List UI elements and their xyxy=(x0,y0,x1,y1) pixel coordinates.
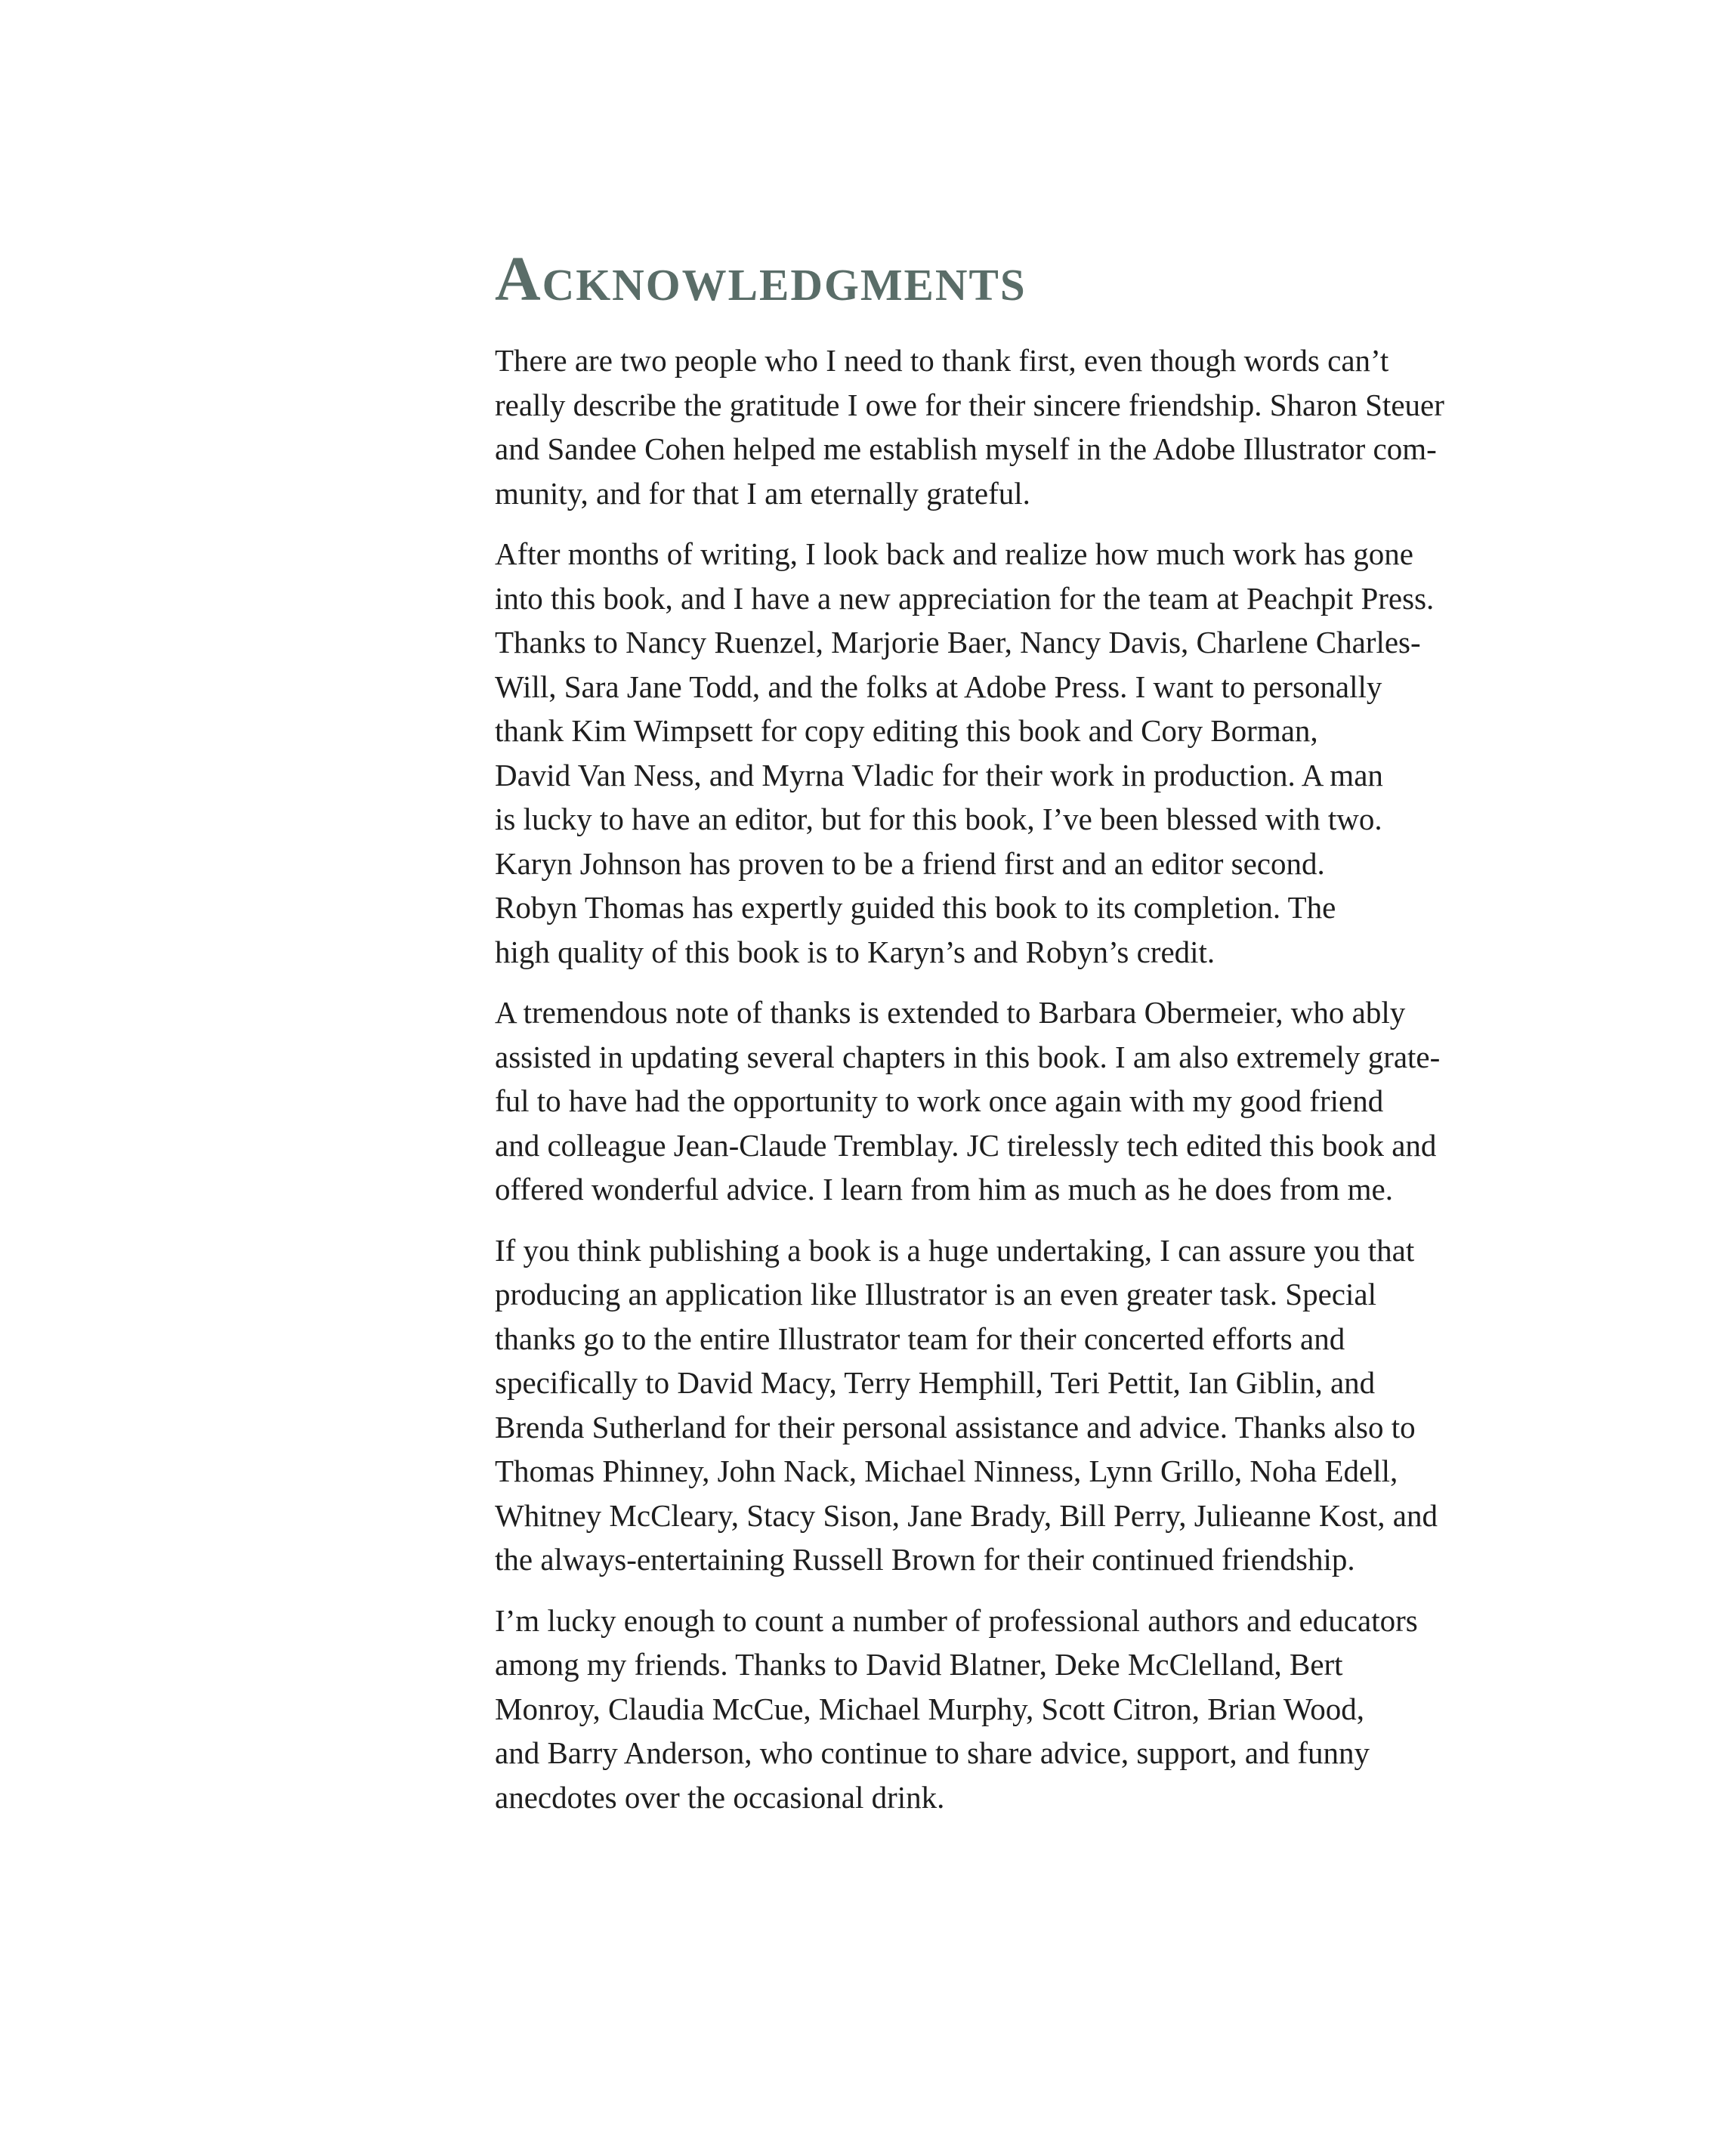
text-line: munity, and for that I am eternally grateful. xyxy=(495,475,1030,511)
text-line: thank Kim Wimpsett for copy editing this book and Cory Borman, xyxy=(495,713,1318,748)
text-line: Thomas Phinney, John Nack, Michael Ninness, Lynn Grillo, Noha Edell, xyxy=(495,1454,1398,1488)
text-line: Karyn Johnson has proven to be a friend first and an editor second. xyxy=(495,845,1325,881)
page-title: Acknowledgments xyxy=(495,244,1027,314)
text-line: A tremendous note of thanks is extended to Barbara Obermeier, who ably xyxy=(495,995,1406,1030)
text-line: Monroy, Claudia McCue, Michael Murphy, Scott Citron, Brian Wood, xyxy=(495,1691,1365,1726)
text-line: and Sandee Cohen helped me establish myself in the Adobe Illustrator com- xyxy=(495,431,1437,466)
text-line: producing an application like Illustrator is an even greater task. Special xyxy=(495,1277,1376,1312)
text-line: Robyn Thomas has expertly guided this book to its completion. The xyxy=(495,890,1336,925)
text-line: into this book, and I have a new appreciation for the team at Peachpit Press. xyxy=(495,580,1435,616)
paragraph-5 xyxy=(495,1599,1545,1820)
text-line: I’m lucky enough to count a number of professional authors and educators xyxy=(495,1602,1418,1638)
text-line: is lucky to have an editor, but for this book, I’ve been blessed with two. xyxy=(495,802,1382,836)
text-line: among my friends. Thanks to David Blatner, Deke McClelland, Bert xyxy=(495,1647,1343,1682)
paragraph-3 xyxy=(495,990,1545,1212)
text-line: and colleague Jean-Claude Tremblay. JC tirelessly tech edited this book and xyxy=(495,1127,1437,1163)
text-line: Whitney McCleary, Stacy Sison, Jane Brady, Bill Perry, Julieanne Kost, and xyxy=(495,1497,1438,1533)
text-line: Brenda Sutherland for their personal assistance and advice. Thanks also to xyxy=(495,1409,1416,1444)
text-line: anecdotes over the occasional drink. xyxy=(495,1779,945,1815)
text-line: assisted in updating several chapters in this book. I am also extremely grate- xyxy=(495,1039,1441,1074)
acknowledgments-body xyxy=(495,338,1545,1836)
text-line: If you think publishing a book is a huge undertaking, I can assure you that xyxy=(495,1232,1415,1268)
text-line: Thanks to Nancy Ruenzel, Marjorie Baer, Nancy Davis, Charlene Charles- xyxy=(495,625,1421,660)
text-line: David Van Ness, and Myrna Vladic for their work in production. A man xyxy=(495,757,1383,793)
paragraph-4 xyxy=(495,1228,1545,1582)
text-line: offered wonderful advice. I learn from him as much as he does from me. xyxy=(495,1172,1393,1207)
text-line: and Barry Anderson, who continue to share advice, support, and funny xyxy=(495,1735,1370,1770)
text-line: thanks go to the entire Illustrator team for their concerted efforts and xyxy=(495,1321,1345,1356)
text-line: ful to have had the opportunity to work once again with my good friend xyxy=(495,1083,1384,1118)
text-line: Will, Sara Jane Todd, and the folks at Adobe Press. I want to personally xyxy=(495,669,1382,704)
text-line: After months of writing, I look back and realize how much work has gone xyxy=(495,536,1414,571)
paragraph-2 xyxy=(495,532,1545,974)
paragraph-1 xyxy=(495,338,1545,515)
text-line: specifically to David Macy, Terry Hemphill, Teri Pettit, Ian Giblin, and xyxy=(495,1365,1376,1400)
text-line: really describe the gratitude I owe for their sincere friendship. Sharon Steuer xyxy=(495,387,1444,422)
text-line: high quality of this book is to Karyn’s and Robyn’s credit. xyxy=(495,934,1216,969)
text-line: the always-entertaining Russell Brown for their continued friendship. xyxy=(495,1542,1355,1577)
text-line: There are two people who I need to thank first, even though words can’t xyxy=(495,343,1389,378)
